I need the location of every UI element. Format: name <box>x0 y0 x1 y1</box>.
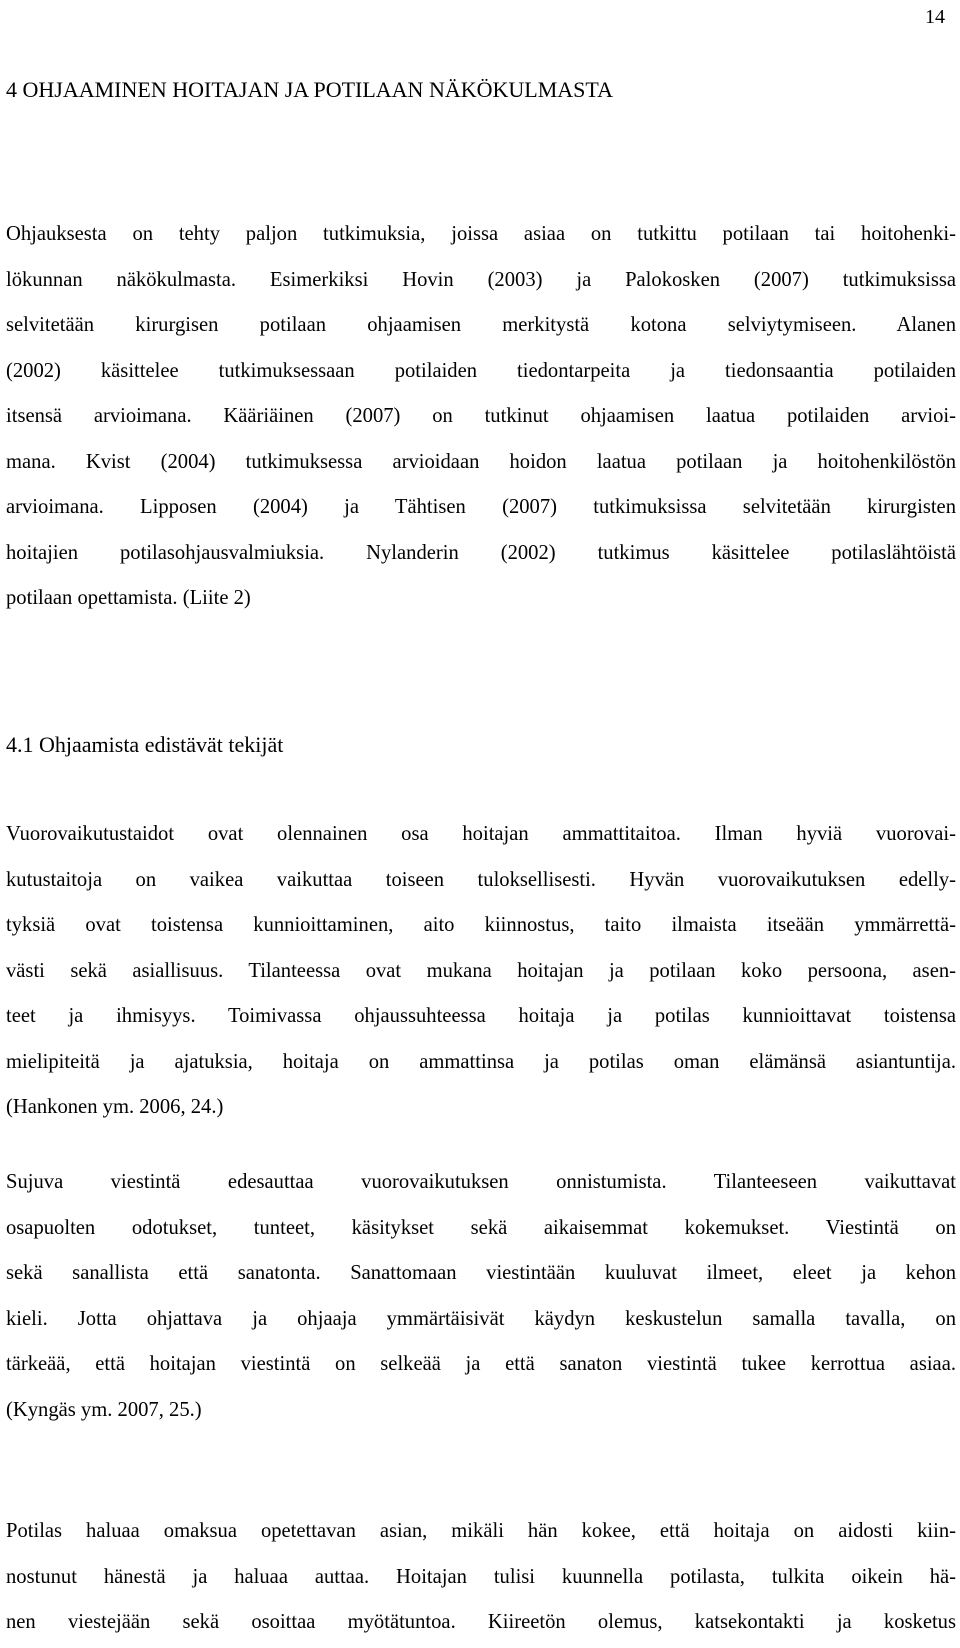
paragraph-2 <box>6 812 956 1131</box>
text-line: (Hankonen ym. 2006, 24.) <box>6 1096 224 1118</box>
section-heading: 4.1 Ohjaamista edistävät tekijät <box>6 732 284 757</box>
text-line: nostunut hänestä ja haluaa auttaa. Hoitajan tulisi kuunnella potilasta, tulkita oikein hä- <box>6 1565 956 1588</box>
text-line: potilaan opettamista. (Liite 2) <box>6 587 251 609</box>
text-line: lökunnan näkökulmasta. Esimerkiksi Hovin (2003) ja Palokosken (2007) tutkimuksissa <box>6 268 956 291</box>
paragraph-3 <box>6 1160 956 1433</box>
paragraph-4 <box>6 1509 956 1646</box>
text-line: tärkeää, että hoitajan viestintä on selkeää ja että sanaton viestintä tukee kerrottua asiaa. <box>6 1353 956 1375</box>
chapter-heading: 4 OHJAAMINEN HOITAJAN JA POTILAAN NÄKÖKULMASTA <box>6 77 613 102</box>
text-line: arvioimana. Lipposen (2004) ja Tähtisen (2007) tutkimuksissa selvitetään kirurgisten <box>6 496 956 518</box>
text-line: sekä sanallista että sanatonta. Sanattomaan viestintään kuuluvat ilmeet, eleet ja kehon <box>6 1262 956 1284</box>
page-number: 14 <box>925 6 945 28</box>
text-line: Sujuva viestintä edesauttaa vuorovaikutuksen onnistumista. Tilanteeseen vaikuttavat <box>6 1171 956 1193</box>
text-line: osapuolten odotukset, tunteet, käsitykset sekä aikaisemmat kokemukset. Viestintä on <box>6 1216 956 1239</box>
text-line: västi sekä asiallisuus. Tilanteessa ovat mukana hoitajan ja potilaan koko persoona, asen- <box>6 959 956 982</box>
text-line: nen viestejään sekä osoittaa myötätuntoa. Kiireetön olemus, katsekontakti ja kosketus <box>6 1611 956 1633</box>
text-line: (2002) käsittelee tutkimuksessaan potilaiden tiedontarpeita ja tiedonsaantia potilaiden <box>6 359 956 382</box>
text-line: mielipiteitä ja ajatuksia, hoitaja on ammattinsa ja potilas oman elämänsä asiantuntija. <box>6 1050 956 1073</box>
text-line: selvitetään kirurgisen potilaan ohjaamisen merkitystä kotona selviytymiseen. Alanen <box>6 314 956 336</box>
text-line: mana. Kvist (2004) tutkimuksessa arvioidaan hoidon laatua potilaan ja hoitohenkilöstön <box>6 450 956 473</box>
paragraph-1 <box>6 212 956 622</box>
text-line: hoitajien potilasohjausvalmiuksia. Nylanderin (2002) tutkimus käsittelee potilaslähtöistä <box>6 541 956 564</box>
text-line: tyksiä ovat toistensa kunnioittaminen, aito kiinnostus, taito ilmaista itseään ymmärrettä- <box>6 914 956 936</box>
text-line: kieli. Jotta ohjattava ja ohjaaja ymmärtäisivät käydyn keskustelun samalla tavalla, on <box>6 1307 956 1330</box>
text-line: itsensä arvioimana. Kääriäinen (2007) on tutkinut ohjaamisen laatua potilaiden arvioi- <box>6 405 956 427</box>
text-line: teet ja ihmisyys. Toimivassa ohjaussuhteessa hoitaja ja potilas kunnioittavat toistensa <box>6 1005 956 1027</box>
text-line: Potilas haluaa omaksua opetettavan asian, mikäli hän kokee, että hoitaja on aidosti kiin- <box>6 1520 956 1542</box>
text-line: (Kyngäs ym. 2007, 25.) <box>6 1398 202 1421</box>
text-line: Vuorovaikutustaidot ovat olennainen osa hoitajan ammattitaitoa. Ilman hyviä vuorovai- <box>6 823 956 845</box>
text-line: kutustaitoja on vaikea vaikuttaa toiseen tuloksellisesti. Hyvän vuorovaikutuksen edelly- <box>6 868 956 891</box>
text-line: Ohjauksesta on tehty paljon tutkimuksia, joissa asiaa on tutkittu potilaan tai hoitohenki- <box>6 223 956 245</box>
